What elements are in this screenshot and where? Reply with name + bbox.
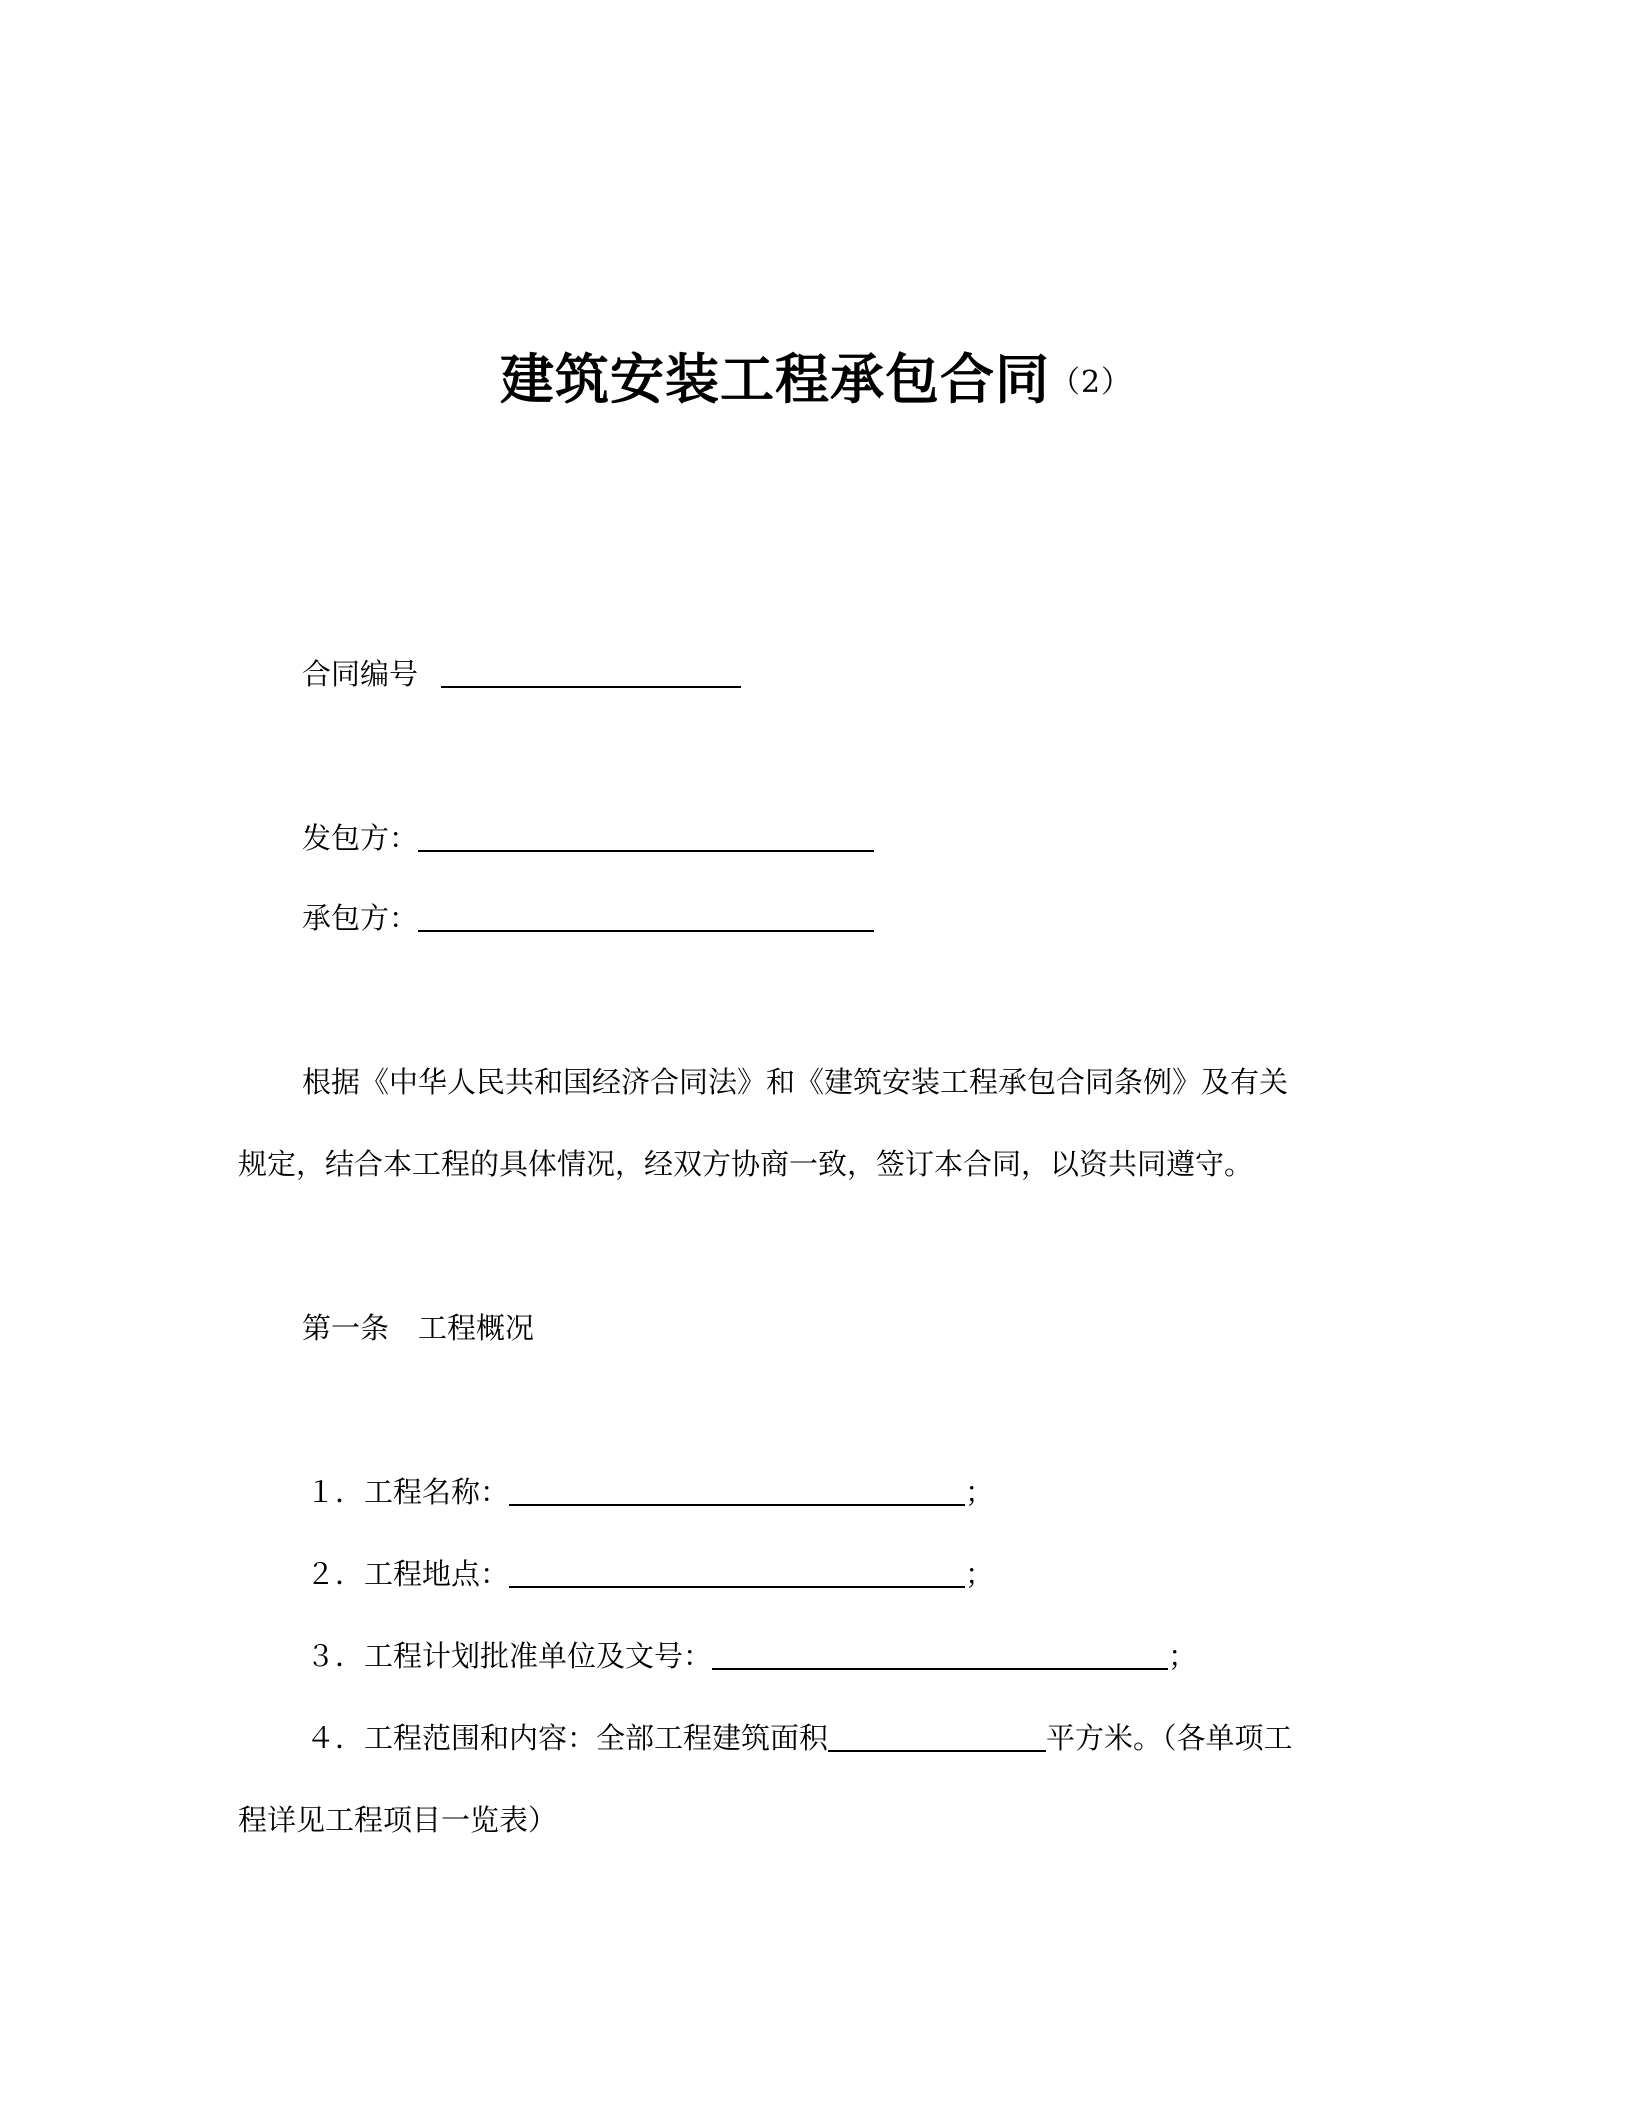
item-2-label: 工程地点： — [364, 1557, 510, 1591]
item-1-label: 工程名称： — [364, 1475, 510, 1509]
item-3-number: ３． — [306, 1639, 365, 1673]
item-4-text-b: 平方米。（各单项工 — [1046, 1721, 1293, 1755]
party-a-label: 发包方： — [302, 821, 419, 855]
party-b-blank — [418, 900, 874, 932]
item-4-number: ４． — [306, 1721, 365, 1755]
item-1-end: ； — [965, 1475, 995, 1509]
title-suffix: （2） — [1049, 365, 1133, 400]
item-3-blank — [712, 1638, 1168, 1670]
preamble-line-2: 规定，结合本工程的具体情况，经双方协商一致，签订本合同，以资共同遵守。 — [238, 1147, 1254, 1181]
item-3-label: 工程计划批准单位及文号： — [364, 1639, 713, 1673]
contract-number-label: 合同编号 — [302, 657, 419, 691]
title-text: 建筑安装工程承包合同 — [499, 348, 1050, 411]
party-a-blank — [418, 820, 874, 852]
item-3-end: ； — [1168, 1639, 1198, 1673]
item-2-end: ； — [965, 1557, 995, 1591]
item-2-blank — [509, 1556, 965, 1588]
contract-number-blank — [441, 656, 741, 688]
item-4-text-a: 工程范围和内容：全部工程建筑面积 — [364, 1721, 829, 1755]
item-2-number: ２． — [306, 1557, 365, 1591]
item-1-row — [306, 1472, 994, 1512]
preamble-line-1: 根据《中华人民共和国经济合同法》和《建筑安装工程承包合同条例》及有关 — [302, 1065, 1289, 1099]
article-1-heading: 第一条 工程概况 — [302, 1311, 535, 1345]
party-b-row — [302, 898, 874, 938]
item-1-number: １． — [306, 1475, 365, 1509]
item-1-blank — [509, 1474, 965, 1506]
contract-number-row — [302, 654, 741, 694]
document-title — [0, 345, 1632, 418]
party-b-label: 承包方： — [302, 901, 419, 935]
item-4-blank — [828, 1720, 1046, 1752]
item-4-row — [306, 1718, 1293, 1758]
item-4-line-2: 程详见工程项目一览表） — [238, 1803, 558, 1837]
item-3-row — [306, 1636, 1197, 1676]
party-a-row — [302, 818, 874, 858]
item-2-row — [306, 1554, 994, 1594]
